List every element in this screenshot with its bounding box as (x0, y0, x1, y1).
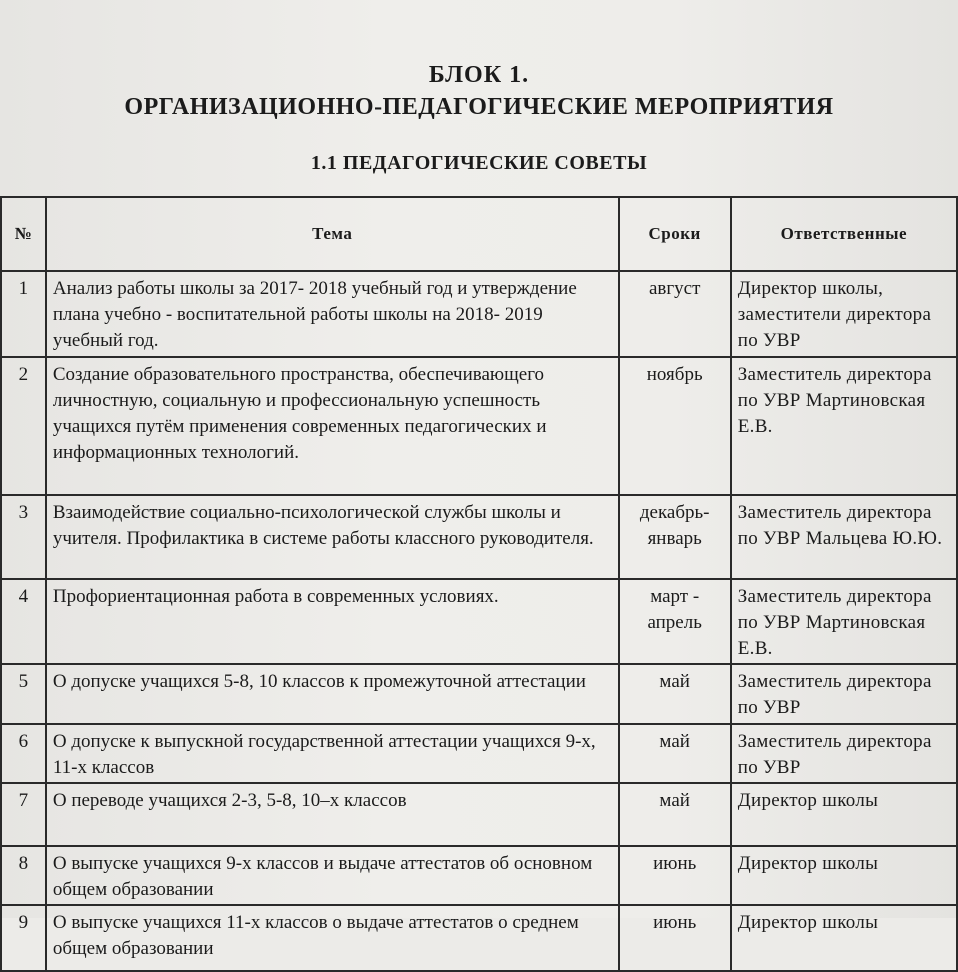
row-term: август (619, 271, 731, 357)
header-responsible: Ответственные (731, 197, 957, 271)
row-topic: О выпуске учащихся 9-х классов и выдаче аттестатов об основном общем образовании (46, 846, 619, 905)
row-responsible: Директор школы (731, 905, 957, 971)
header-num: № (1, 197, 46, 271)
row-topic: О допуске к выпускной государственной аттестации учащихся 9-х, 11-х классов (46, 724, 619, 783)
row-term: март - апрель (619, 579, 731, 664)
table-row (1, 724, 957, 783)
row-responsible: Директор школы (731, 783, 957, 846)
row-topic: О переводе учащихся 2-3, 5-8, 10–х классов (46, 783, 619, 846)
row-num: 4 (1, 579, 46, 664)
row-num: 3 (1, 495, 46, 579)
row-topic: Профориентационная работа в современных условиях. (46, 579, 619, 664)
header-term: Сроки (619, 197, 731, 271)
row-term: июнь (619, 905, 731, 971)
row-responsible: Директор школы, заместители директора по УВР (731, 271, 957, 357)
row-term: декабрь-январь (619, 495, 731, 579)
block-title: БЛОК 1. (428, 62, 530, 88)
table-row (1, 664, 957, 724)
row-topic: Анализ работы школы за 2017- 2018 учебный год и утверждение плана учебно - воспитательной работы школы на 2018- 2019 учебный год. (46, 271, 619, 357)
table-row (1, 271, 957, 357)
row-num: 1 (1, 271, 46, 357)
row-num: 7 (1, 783, 46, 846)
table-row (1, 495, 957, 579)
section-title: ОРГАНИЗАЦИОННО-ПЕДАГОГИЧЕСКИЕ МЕРОПРИЯТИЯ (124, 94, 834, 120)
row-term: май (619, 664, 731, 724)
row-num: 6 (1, 724, 46, 783)
table-header-row (1, 197, 957, 271)
table-row (1, 783, 957, 846)
events-table (0, 196, 958, 972)
row-num: 2 (1, 357, 46, 495)
table-row (1, 357, 957, 495)
row-num: 5 (1, 664, 46, 724)
row-responsible: Заместитель директора по УВР (731, 724, 957, 783)
row-num: 9 (1, 905, 46, 971)
table-row (1, 579, 957, 664)
row-term: май (619, 783, 731, 846)
row-topic: О допуске учащихся 5-8, 10 классов к промежуточной аттестации (46, 664, 619, 724)
row-responsible: Директор школы (731, 846, 957, 905)
row-responsible: Заместитель директора по УВР Мартиновская Е.В. (731, 357, 957, 495)
row-term: июнь (619, 846, 731, 905)
row-term: май (619, 724, 731, 783)
row-responsible: Заместитель директора по УВР Мартиновская Е.В. (731, 579, 957, 664)
row-topic: Создание образовательного пространства, обеспечивающего личностную, социальную и профессиональную успешность учащихся путём применения современных педагогических и информационных технологий. (46, 357, 619, 495)
row-num: 8 (1, 846, 46, 905)
table-row (1, 905, 957, 971)
table-row (1, 846, 957, 905)
subsection-title: 1.1 ПЕДАГОГИЧЕСКИЕ СОВЕТЫ (310, 152, 648, 174)
row-responsible: Заместитель директора по УВР (731, 664, 957, 724)
row-term: ноябрь (619, 357, 731, 495)
header-topic: Тема (46, 197, 619, 271)
row-responsible: Заместитель директора по УВР Мальцева Ю.Ю. (731, 495, 957, 579)
row-topic: Взаимодействие социально-психологической службы школы и учителя. Профилактика в системе работы классного руководителя. (46, 495, 619, 579)
row-topic: О выпуске учащихся 11-х классов о выдаче аттестатов о среднем общем образовании (46, 905, 619, 971)
